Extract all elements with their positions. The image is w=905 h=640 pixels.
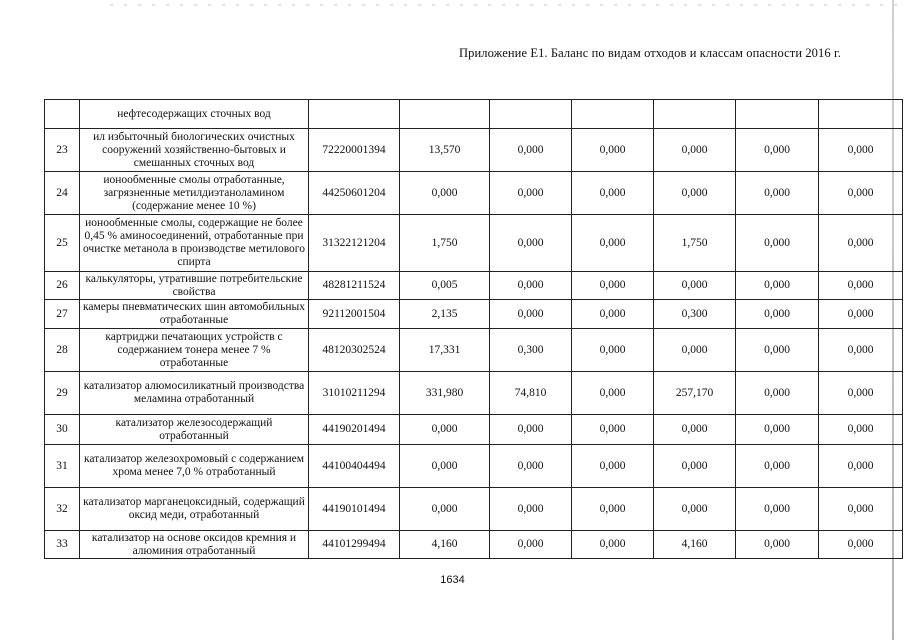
table-row [45,272,903,300]
total-value: 0,000 [400,172,490,215]
value-col-4: 0,000 [736,272,819,300]
value-col-5: 0,000 [819,129,903,172]
table-row [45,445,903,488]
value-col-4: 0,000 [736,172,819,215]
value-col-4: 0,000 [736,215,819,272]
value-col-1: 0,300 [490,329,572,372]
value-col-5: 0,000 [819,488,903,531]
waste-name: ионообменные смолы отработанные, загрязненные метилдиэтаноламином (содержание менее 10 %) [80,172,309,215]
value-col-3: 0,000 [654,445,736,488]
value-col-5: 0,000 [819,531,903,559]
waste-name: нефтесодержащих сточных вод [80,100,309,129]
value-col-3: 0,000 [654,129,736,172]
table-row [45,300,903,329]
value-col-2: 0,000 [572,129,654,172]
value-col-4: 0,000 [736,445,819,488]
value-col-5 [819,100,903,129]
value-col-4: 0,000 [736,372,819,415]
row-number: 26 [45,272,80,300]
total-value: 17,331 [400,329,490,372]
page-title: Приложение Е1. Баланс по видам отходов и классам опасности 2016 г. [459,46,841,60]
page-number: 1634 [440,574,465,586]
waste-name: катализатор железосодержащий отработанный [80,415,309,445]
value-col-2: 0,000 [572,531,654,559]
waste-name: картриджи печатающих устройств с содержанием тонера менее 7 % отработанные [80,329,309,372]
value-col-1: 0,000 [490,300,572,329]
waste-name: калькуляторы, утратившие потребительские свойства [80,272,309,300]
total-value: 2,135 [400,300,490,329]
value-col-4: 0,000 [736,531,819,559]
row-number: 23 [45,129,80,172]
value-col-3: 257,170 [654,372,736,415]
waste-name: катализатор марганецоксидный, содержащий оксид меди, отработанный [80,488,309,531]
total-value: 1,750 [400,215,490,272]
value-col-4: 0,000 [736,415,819,445]
value-col-3: 0,000 [654,272,736,300]
table-row [45,172,903,215]
value-col-2: 0,000 [572,445,654,488]
value-col-2: 0,000 [572,329,654,372]
row-number: 25 [45,215,80,272]
fkko-code: 48281211524 [309,272,400,300]
waste-name: камеры пневматических шин автомобильных отработанные [80,300,309,329]
fkko-code: 44100404494 [309,445,400,488]
table-row [45,372,903,415]
row-number: 31 [45,445,80,488]
row-number: 30 [45,415,80,445]
value-col-1 [490,100,572,129]
value-col-1: 0,000 [490,445,572,488]
row-number: 27 [45,300,80,329]
total-value: 0,000 [400,415,490,445]
value-col-2: 0,000 [572,272,654,300]
value-col-4: 0,000 [736,300,819,329]
value-col-4 [736,100,819,129]
value-col-3: 0,000 [654,488,736,531]
value-col-5: 0,000 [819,445,903,488]
fkko-code: 31010211294 [309,372,400,415]
value-col-1: 0,000 [490,272,572,300]
fkko-code: 72220001394 [309,129,400,172]
table-row [45,215,903,272]
value-col-3: 0,000 [654,329,736,372]
value-col-2 [572,100,654,129]
value-col-1: 0,000 [490,172,572,215]
waste-name: ил избыточный биологических очистных сооружений хозяйственно-бытовых и смешанных сточных вод [80,129,309,172]
total-value [400,100,490,129]
table-row [45,415,903,445]
value-col-5: 0,000 [819,272,903,300]
value-col-2: 0,000 [572,415,654,445]
value-col-4: 0,000 [736,129,819,172]
value-col-5: 0,000 [819,215,903,272]
value-col-1: 0,000 [490,129,572,172]
value-col-2: 0,000 [572,215,654,272]
value-col-3: 0,000 [654,415,736,445]
row-number: 24 [45,172,80,215]
waste-balance-table [44,99,903,559]
table-row [45,488,903,531]
row-number: 29 [45,372,80,415]
row-number [45,100,80,129]
waste-name: катализатор на основе оксидов кремния и алюминия отработанный [80,531,309,559]
value-col-1: 0,000 [490,531,572,559]
value-col-4: 0,000 [736,329,819,372]
value-col-3: 1,750 [654,215,736,272]
fkko-code: 44250601204 [309,172,400,215]
fkko-code: 44190201494 [309,415,400,445]
row-number: 32 [45,488,80,531]
value-col-5: 0,000 [819,172,903,215]
fkko-code: 44101299494 [309,531,400,559]
table-row [45,100,903,129]
value-col-5: 0,000 [819,300,903,329]
value-col-3 [654,100,736,129]
fkko-code: 48120302524 [309,329,400,372]
scan-artifact-strip [110,4,900,6]
total-value: 13,570 [400,129,490,172]
total-value: 0,005 [400,272,490,300]
value-col-3: 0,300 [654,300,736,329]
value-col-3: 0,000 [654,172,736,215]
value-col-1: 0,000 [490,488,572,531]
value-col-2: 0,000 [572,488,654,531]
waste-table-body [45,100,903,559]
waste-name: катализатор железохромовый с содержанием хрома менее 7,0 % отработанный [80,445,309,488]
value-col-1: 74,810 [490,372,572,415]
value-col-2: 0,000 [572,372,654,415]
value-col-5: 0,000 [819,329,903,372]
value-col-5: 0,000 [819,415,903,445]
table-row [45,531,903,559]
waste-name: катализатор алюмосиликатный производства меламина отработанный [80,372,309,415]
waste-name: ионообменные смолы, содержащие не более 0,45 % аминосоединений, отработанные при очистке метанола в производстве метилового спирта [80,215,309,272]
total-value: 0,000 [400,488,490,531]
value-col-4: 0,000 [736,488,819,531]
total-value: 4,160 [400,531,490,559]
table-row [45,129,903,172]
total-value: 0,000 [400,445,490,488]
fkko-code: 31322121204 [309,215,400,272]
value-col-1: 0,000 [490,215,572,272]
row-number: 33 [45,531,80,559]
row-number: 28 [45,329,80,372]
fkko-code [309,100,400,129]
fkko-code: 92112001504 [309,300,400,329]
fkko-code: 44190101494 [309,488,400,531]
value-col-5: 0,000 [819,372,903,415]
total-value: 331,980 [400,372,490,415]
table-row [45,329,903,372]
value-col-1: 0,000 [490,415,572,445]
value-col-3: 4,160 [654,531,736,559]
value-col-2: 0,000 [572,300,654,329]
value-col-2: 0,000 [572,172,654,215]
